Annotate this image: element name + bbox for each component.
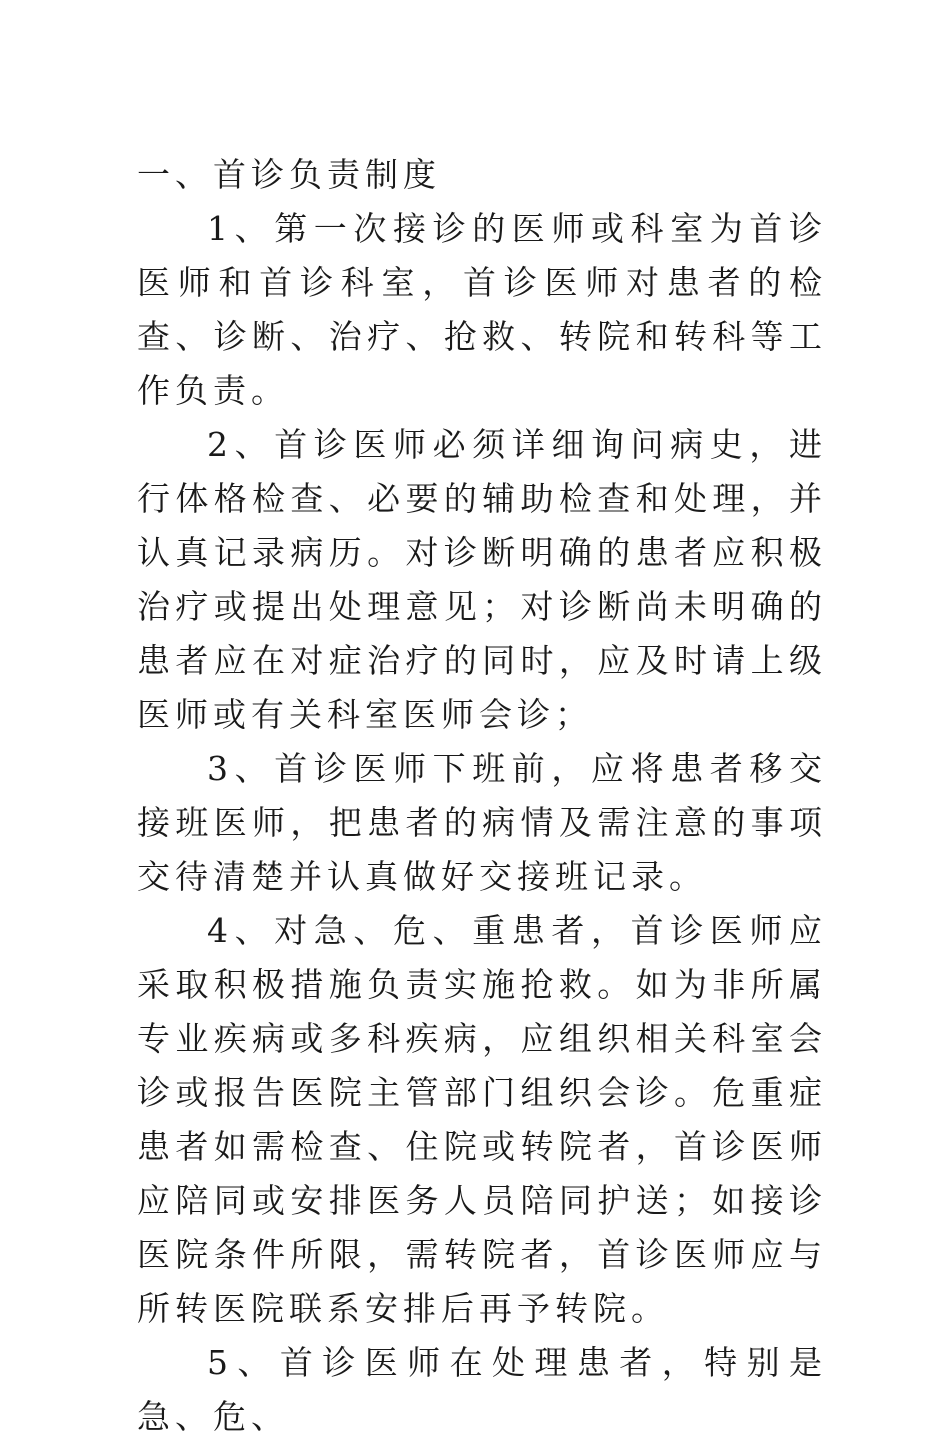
paragraph-1: 1、第一次接诊的医师或科室为首诊医师和首诊科室，首诊医师对患者的检查、诊断、治疗、抢救、转院和转科等工作负责。 bbox=[137, 209, 827, 410]
section-heading: 一、首诊负责制度 bbox=[137, 155, 441, 194]
paragraph-2: 2、首诊医师必须详细询问病史，进行体格检查、必要的辅助检查和处理，并认真记录病历。对诊断明确的患者应积极治疗或提出处理意见；对诊断尚未明确的患者应在对症治疗的同时，应及时请上级医师或有关科室医师会诊； bbox=[137, 425, 827, 734]
paragraph-4: 4、对急、危、重患者，首诊医师应采取积极措施负责实施抢救。如为非所属专业疾病或多科疾病，应组织相关科室会诊或报告医院主管部门组织会诊。危重症患者如需检查、住院或转院者，首诊医师应陪同或安排医务人员陪同护送；如接诊医院条件所限，需转院者，首诊医师应与所转医院联系安排后再予转院。 bbox=[137, 911, 827, 1328]
document-body bbox=[137, 148, 827, 1444]
paragraph-5: 5、首诊医师在处理患者，特别是急、危、 bbox=[137, 1343, 827, 1436]
paragraph-3: 3、首诊医师下班前，应将患者移交接班医师，把患者的病情及需注意的事项交待清楚并认真做好交接班记录。 bbox=[137, 749, 827, 896]
